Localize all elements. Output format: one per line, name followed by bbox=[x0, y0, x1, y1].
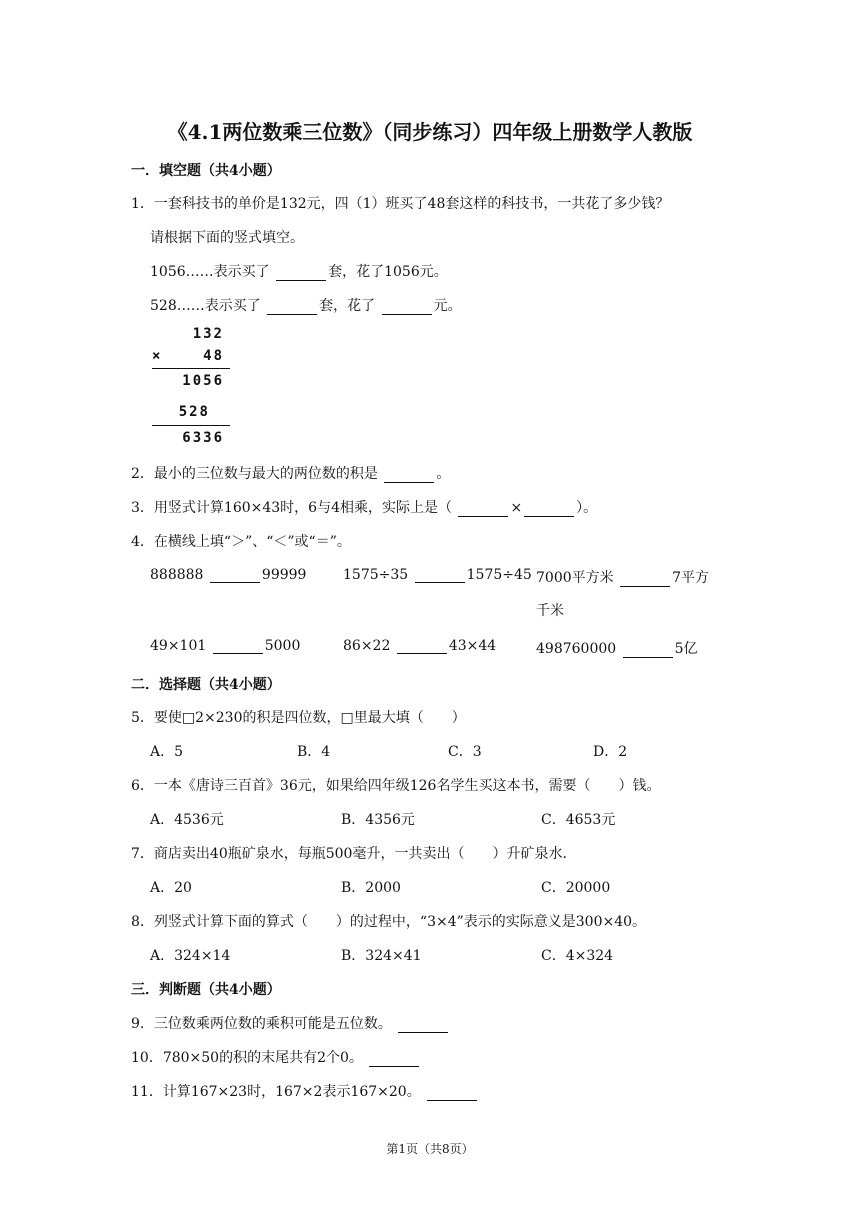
answer-blank[interactable] bbox=[369, 1052, 419, 1067]
section-heading-judge: 三．判断题（共4小题） bbox=[131, 982, 281, 998]
rule-line bbox=[152, 425, 230, 426]
compare-item: 7000平方米 7平方 bbox=[536, 570, 710, 586]
option-b[interactable]: B．4356元 bbox=[341, 812, 415, 828]
option-b[interactable]: B．4 bbox=[297, 744, 331, 760]
partial-product-2: 528 bbox=[178, 404, 210, 420]
question-1-line-1: 1．一套科技书的单价是132元，四（1）班买了48套这样的科技书，一共花了多少钱？ bbox=[131, 196, 670, 212]
rule-line bbox=[152, 368, 230, 369]
question-5: 5．要使□2×230的积是四位数，□里最大填（ ） bbox=[131, 710, 466, 726]
question-3: 3．用竖式计算160×43时，6与4相乘，实际上是（ × ）。 bbox=[131, 500, 598, 516]
section-heading-fill: 一．填空题（共4小题） bbox=[131, 163, 281, 179]
question-1-line-4: 528……表示买了 套，花了 元。 bbox=[150, 298, 462, 314]
multiplier: 48 bbox=[203, 348, 224, 364]
product: 6336 bbox=[182, 430, 224, 446]
answer-blank[interactable] bbox=[267, 300, 317, 315]
option-c[interactable]: C．4653元 bbox=[541, 812, 616, 828]
multiply-sign: × bbox=[152, 348, 163, 364]
option-b[interactable]: B．2000 bbox=[341, 880, 401, 896]
option-c[interactable]: C．4×324 bbox=[541, 948, 614, 964]
question-4: 4．在横线上填“＞”、“＜”或“＝”。 bbox=[131, 534, 351, 550]
answer-blank[interactable] bbox=[458, 502, 508, 517]
answer-blank[interactable] bbox=[620, 572, 670, 587]
question-6: 6．一本《唐诗三百首》36元，如果给四年级126名学生买这本书，需要（ ）钱。 bbox=[131, 778, 661, 794]
question-11: 11．计算167×23时，167×2表示167×20。 bbox=[131, 1081, 479, 1101]
option-c[interactable]: C．3 bbox=[448, 744, 482, 760]
compare-item: 888888 99999 bbox=[150, 567, 307, 583]
partial-product-1: 1056 bbox=[182, 373, 224, 389]
question-2: 2．最小的三位数与最大的两位数的积是 。 bbox=[131, 466, 451, 482]
answer-blank[interactable] bbox=[427, 1086, 477, 1101]
compare-item: 49×101 5000 bbox=[150, 638, 301, 654]
answer-blank[interactable] bbox=[382, 300, 432, 315]
answer-blank[interactable] bbox=[213, 639, 263, 654]
option-a[interactable]: A．4536元 bbox=[150, 812, 224, 828]
answer-blank[interactable] bbox=[415, 568, 465, 583]
multiplicand: 132 bbox=[192, 326, 224, 342]
question-8: 8．列竖式计算下面的算式（ ）的过程中，“3×4”表示的实际意义是300×40。 bbox=[131, 914, 647, 930]
question-7: 7．商店卖出40瓶矿泉水，每瓶500毫升，一共卖出（ ）升矿泉水． bbox=[131, 846, 577, 862]
section-heading-choice: 二．选择题（共4小题） bbox=[131, 677, 281, 693]
compare-item-wrap: 千米 bbox=[536, 603, 564, 619]
question-10: 10．780×50的积的末尾共有2个0。 bbox=[131, 1047, 421, 1067]
option-b[interactable]: B．324×41 bbox=[341, 948, 422, 964]
option-a[interactable]: A．5 bbox=[150, 744, 184, 760]
question-9: 9．三位数乘两位数的乘积可能是五位数。 bbox=[131, 1013, 450, 1033]
compare-item: 498760000 5亿 bbox=[536, 641, 698, 657]
compare-item: 1575÷35 1575÷45 bbox=[343, 567, 532, 583]
page-footer: 第1页（共8页） bbox=[386, 1142, 474, 1156]
answer-blank[interactable] bbox=[276, 266, 326, 281]
option-c[interactable]: C．20000 bbox=[541, 880, 611, 896]
answer-blank[interactable] bbox=[398, 1018, 448, 1033]
option-d[interactable]: D．2 bbox=[593, 744, 628, 760]
answer-blank[interactable] bbox=[397, 639, 447, 654]
question-1-line-2: 请根据下面的竖式填空。 bbox=[150, 230, 304, 246]
answer-blank[interactable] bbox=[623, 643, 673, 658]
question-1-line-3: 1056……表示买了 套，花了1056元。 bbox=[150, 264, 448, 280]
compare-item: 86×22 43×44 bbox=[343, 638, 497, 654]
option-a[interactable]: A．324×14 bbox=[150, 948, 231, 964]
page-title: 《4.1两位数乘三位数》（同步练习）四年级上册数学人教版 bbox=[167, 120, 693, 144]
answer-blank[interactable] bbox=[384, 468, 434, 483]
answer-blank[interactable] bbox=[210, 568, 260, 583]
option-a[interactable]: A．20 bbox=[150, 880, 192, 896]
answer-blank[interactable] bbox=[524, 502, 574, 517]
vertical-multiplication bbox=[148, 322, 238, 452]
